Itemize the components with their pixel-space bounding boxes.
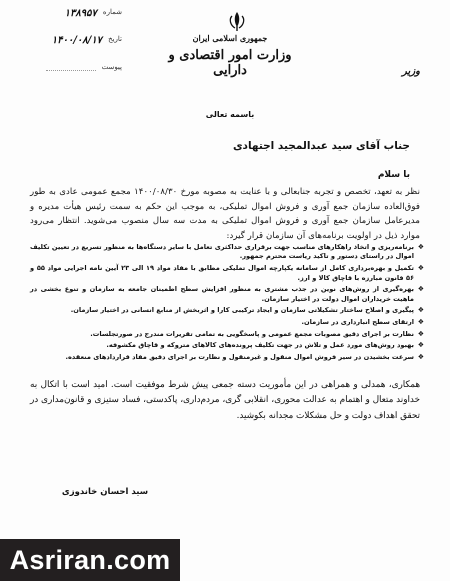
list-item-text: سرعت بخشیدن در سیر فروش اموال منقول و غیرمنقول و نظارت بر اجرای دقیق مفاد قراردادهای منعقده. xyxy=(65,353,414,362)
list-item xyxy=(30,353,424,362)
bullet-icon: ❖ xyxy=(417,341,424,350)
list-item xyxy=(30,243,424,262)
bullet-icon: ❖ xyxy=(417,306,424,315)
priorities-list xyxy=(30,243,424,365)
body-paragraph-1: نظر به تعهد، تخصص و تجربه جنابعالی و با عنایت به مصوبه مورخ ۱۴۰۰/۰۸/۳۰ مجمع عمومی عادی به طور فوق‌العاده سازمان جمع آوری و فروش اموال تملیکی، به موجب این حکم به سمت رئیس هیأت مدیره و مدیرعامل سازمان جمع آوری و فروش اموال تملیکی به مدت سه سال منصوب می‌شوید. انتظار می‌رود موارد ذیل در اولویت برنامه‌های آن سازمان قرار گیرد: xyxy=(30,187,420,241)
invocation: باسمه تعالی xyxy=(205,110,255,119)
number-value: ۱۳۸۹۵۷ xyxy=(64,8,97,19)
minister-label: وزیر xyxy=(402,66,420,77)
iran-emblem-icon xyxy=(224,10,250,32)
list-item xyxy=(30,264,424,283)
recipient-name: جناب آقای سید عبدالمجید اجتهادی xyxy=(232,140,410,152)
bullet-icon: ❖ xyxy=(417,318,424,327)
list-item xyxy=(30,330,424,339)
list-item-text: برنامه‌ریزی و اتخاذ راهکارهای مناسب جهت برقراری حداکثری تعامل با سایر دستگاه‌ها به منظور تسریع در تعیین تکلیف اموال در راستای دستور و تاکید ریاست محترم جمهور. xyxy=(30,243,414,261)
list-item-text: نظارت بر اجرای دقیق مصوبات مجمع عمومی و پاسخگویی به تمامی تقریرات مندرج در صورتجلسات. xyxy=(90,329,414,338)
number-label: شماره xyxy=(102,8,122,16)
bullet-icon: ❖ xyxy=(417,329,424,338)
date-label: تاریخ xyxy=(108,35,122,43)
letter-date xyxy=(14,35,122,46)
letter-attachment xyxy=(14,63,122,71)
list-item-text: بهره‌گیری از روش‌های نوین در جذب مشتری به منظور افزایش سطح اطمینان جامعه به سازمان و تنوع بخشی در ماهیت خریداران اموال دولت در اختیار سازمان. xyxy=(30,285,414,303)
list-item xyxy=(30,285,424,304)
ministry-title: وزارت امور اقتصادی و دارایی xyxy=(168,48,292,78)
bullet-icon: ❖ xyxy=(417,243,424,251)
list-item-text: بهبود روش‌های مورد عمل و تلاش در جهت تکلیف پرونده‌های کالاهای متروکه و قاچاق مکشوفه. xyxy=(106,341,414,350)
bullet-icon: ❖ xyxy=(417,264,424,273)
list-item xyxy=(30,306,424,315)
watermark-logo: Asriran.com xyxy=(0,539,180,581)
letter-number xyxy=(14,8,122,19)
body-paragraph-2: همکاری، همدلی و همراهی در این مأموریت دسته جمعی پیش شرط موفقیت است. امید است با اتکال به خداوند متعال و اهتمام به عدالت محوری، انقلابی گری، مردم‌داری، پاکدستی، فساد ستیزی و قانون‌مداری در تحقق اهداف دولت و حل مشکلات مجدانه بکوشید. xyxy=(30,380,420,421)
attachment-label: پیوست xyxy=(101,63,122,71)
list-item-text: ارتقای سطح انبارداری در سازمان. xyxy=(301,318,414,327)
list-item-text: تکمیل و بهره‌برداری کامل از سامانه یکپارچه اموال تملیکی مطابق با مفاد مواد ۱۹ الی ۲۳ آیین نامه اجرایی مواد ۵۵ و ۵۶ قانون مبارزه با قاچاق کالا و ارز. xyxy=(30,264,414,282)
list-item xyxy=(30,318,424,327)
attachment-line xyxy=(46,63,96,71)
list-item-text: پیگیری و اصلاح ساختار تشکیلاتی سازمان و ایجاد ترکیبی کارا و اثربخش از منابع انسانی در اختیار سازمان. xyxy=(70,306,414,315)
republic-title: جمهوری اسلامی ایران xyxy=(192,33,268,43)
bullet-icon: ❖ xyxy=(417,285,424,294)
list-item xyxy=(30,341,424,350)
greeting: با سلام xyxy=(377,170,410,180)
bullet-icon: ❖ xyxy=(417,353,424,362)
signature-name: سید احسان خاندوزی xyxy=(61,487,149,497)
date-value: ۱۴۰۰/۰۸/۱۷ xyxy=(51,35,103,46)
